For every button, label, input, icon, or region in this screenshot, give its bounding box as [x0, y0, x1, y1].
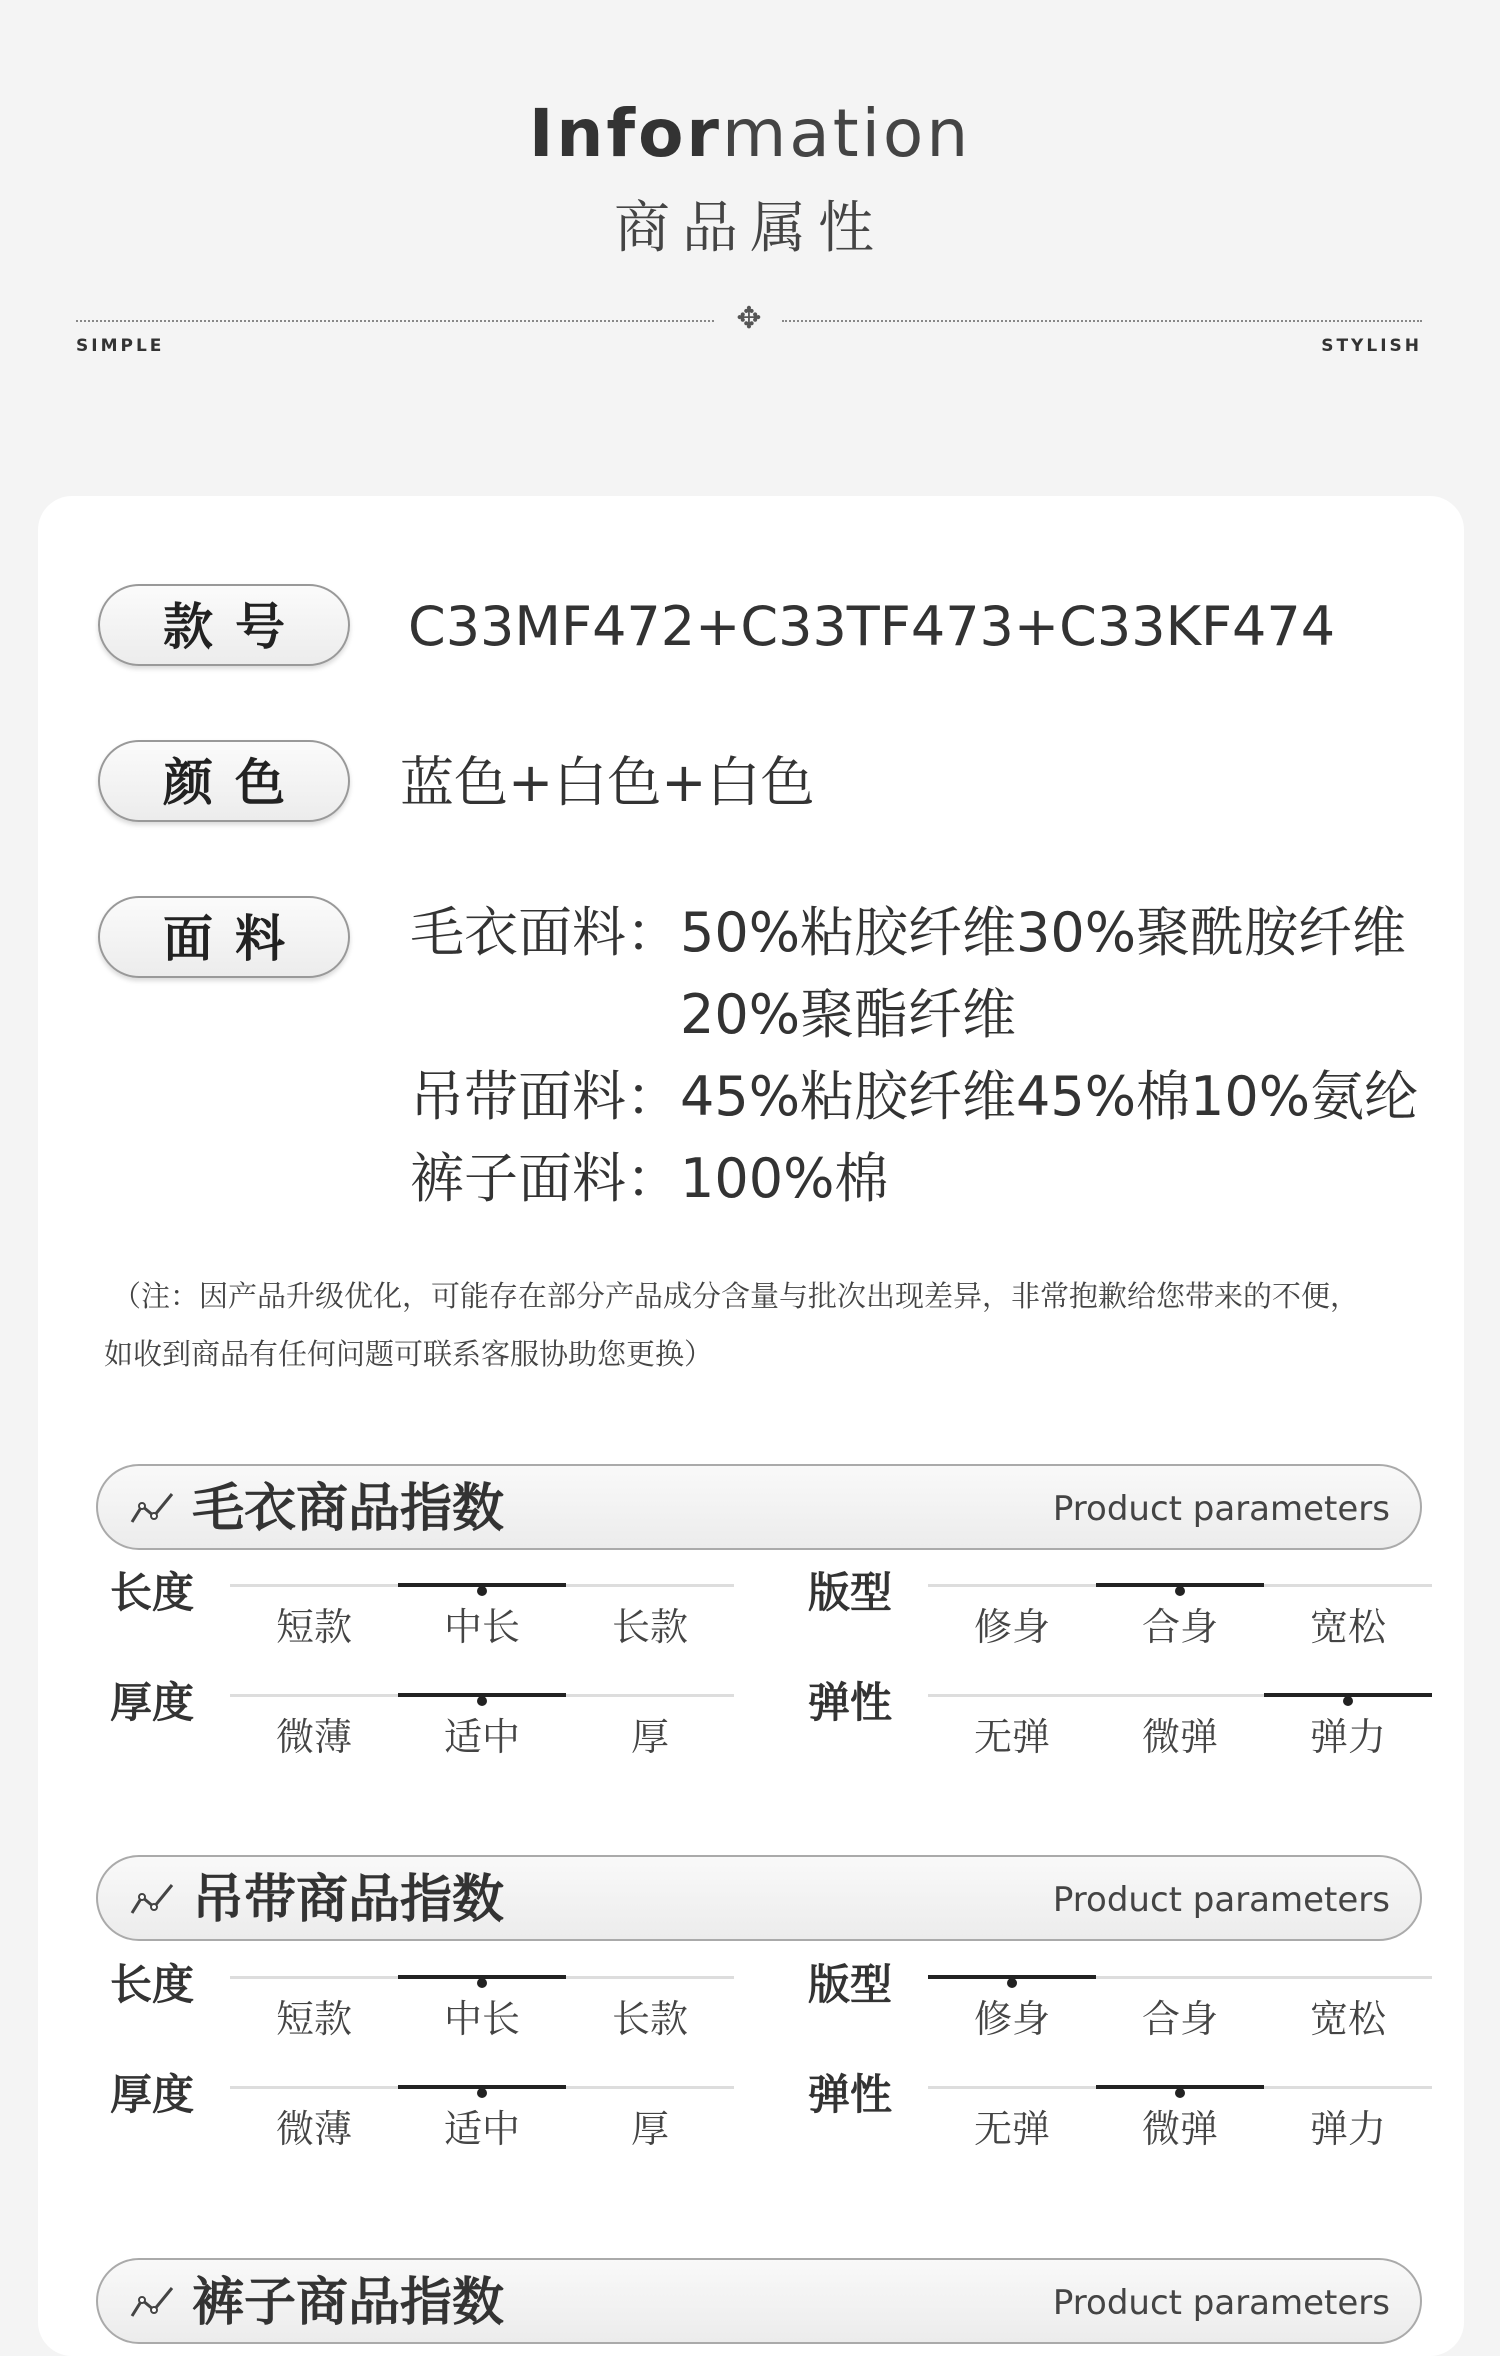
param-option: 宽松	[1309, 1997, 1386, 2041]
info-title-light: mation	[721, 95, 972, 172]
param-label: 弹性	[808, 2070, 893, 2119]
param-label: 弹性	[808, 1678, 893, 1727]
param-option: 长款	[611, 1997, 688, 2041]
note-line-2: 如收到商品有任何问题可联系客服协助您更换）	[104, 1337, 714, 1371]
param-option: 中长	[443, 1605, 520, 1649]
param-label: 版型	[808, 1960, 893, 2009]
param-option: 微薄	[275, 1715, 352, 1759]
param-selected-dot	[1175, 1586, 1185, 1596]
divider-left	[76, 320, 714, 322]
param-option: 微薄	[275, 2107, 352, 2151]
param-selected-dot	[477, 2088, 487, 2098]
param-option: 合身	[1141, 1997, 1218, 2041]
note-line-1: （注：因产品升级优化，可能存在部分产品成分含量与批次出现差异，非常抱歉给您带来的不便，	[112, 1279, 1360, 1313]
divider-right	[782, 320, 1422, 322]
param-option: 无弹	[973, 1715, 1050, 1759]
label-pill-color: 颜色	[98, 740, 350, 822]
param-selected-dot	[1343, 1696, 1353, 1706]
param-option: 长款	[611, 1605, 688, 1649]
param-option: 合身	[1141, 1605, 1218, 1649]
param-option: 修身	[973, 1605, 1050, 1649]
info-subtitle: 商品属性	[614, 196, 886, 261]
param-option: 短款	[275, 1997, 352, 2041]
param-label: 长度	[110, 1960, 195, 2009]
param-option: 厚	[630, 2107, 669, 2151]
section-en: Product parameters	[1052, 1880, 1390, 1920]
param-label: 版型	[808, 1568, 893, 1617]
section-title: 毛衣商品指数	[192, 1479, 505, 1539]
fabric-line-sweater: 毛衣面料：50%粘胶纤维30%聚酰胺纤维	[410, 901, 1407, 964]
param-option: 厚	[630, 1715, 669, 1759]
fabric-line-pants: 裤子面料：100%棉	[410, 1147, 889, 1210]
trend-line-icon	[128, 1488, 178, 1528]
param-option: 适中	[443, 1715, 520, 1759]
tag-stylish: STYLISH	[1321, 336, 1422, 356]
param-option: 中长	[443, 1997, 520, 2041]
param-selected-dot	[1007, 1978, 1017, 1988]
info-title-bold: Infor	[528, 95, 722, 172]
label-pill-style-no: 款号	[98, 584, 350, 666]
trend-line-icon	[128, 1879, 178, 1919]
param-selected-dot	[477, 1978, 487, 1988]
param-selected-dot	[477, 1696, 487, 1706]
section-title: 裤子商品指数	[192, 2273, 505, 2333]
label-pill-fabric: 面料	[98, 896, 350, 978]
info-title	[0, 94, 1500, 174]
param-selected-dot	[477, 1586, 487, 1596]
param-option: 短款	[275, 1605, 352, 1649]
param-option: 适中	[443, 2107, 520, 2151]
section-title: 吊带商品指数	[192, 1870, 505, 1930]
param-option: 修身	[973, 1997, 1050, 2041]
fabric-line-sweater-cont: 20%聚酯纤维	[680, 983, 1017, 1046]
section-bar-camisole	[96, 1855, 1422, 1941]
param-option: 微弹	[1141, 1715, 1218, 1759]
style-no-value: C33MF472+C33TF473+C33KF474	[408, 595, 1336, 658]
param-label: 长度	[110, 1568, 195, 1617]
trend-line-icon	[128, 2282, 178, 2322]
color-value: 蓝色+白色+白色	[400, 751, 815, 814]
param-option: 无弹	[973, 2107, 1050, 2151]
section-en: Product parameters	[1052, 2283, 1390, 2323]
param-option: 宽松	[1309, 1605, 1386, 1649]
param-option: 弹力	[1309, 1715, 1386, 1759]
cross-arrows-icon: ✥	[736, 301, 762, 336]
section-en: Product parameters	[1052, 1489, 1390, 1529]
fabric-line-camisole: 吊带面料：45%粘胶纤维45%棉10%氨纶	[410, 1065, 1419, 1128]
param-label: 厚度	[110, 2070, 195, 2119]
param-option: 弹力	[1309, 2107, 1386, 2151]
tag-simple: SIMPLE	[76, 336, 165, 356]
param-selected-dot	[1175, 2088, 1185, 2098]
param-option: 微弹	[1141, 2107, 1218, 2151]
param-label: 厚度	[110, 1678, 195, 1727]
section-bar-sweater	[96, 1464, 1422, 1550]
section-bar-pants	[96, 2258, 1422, 2344]
